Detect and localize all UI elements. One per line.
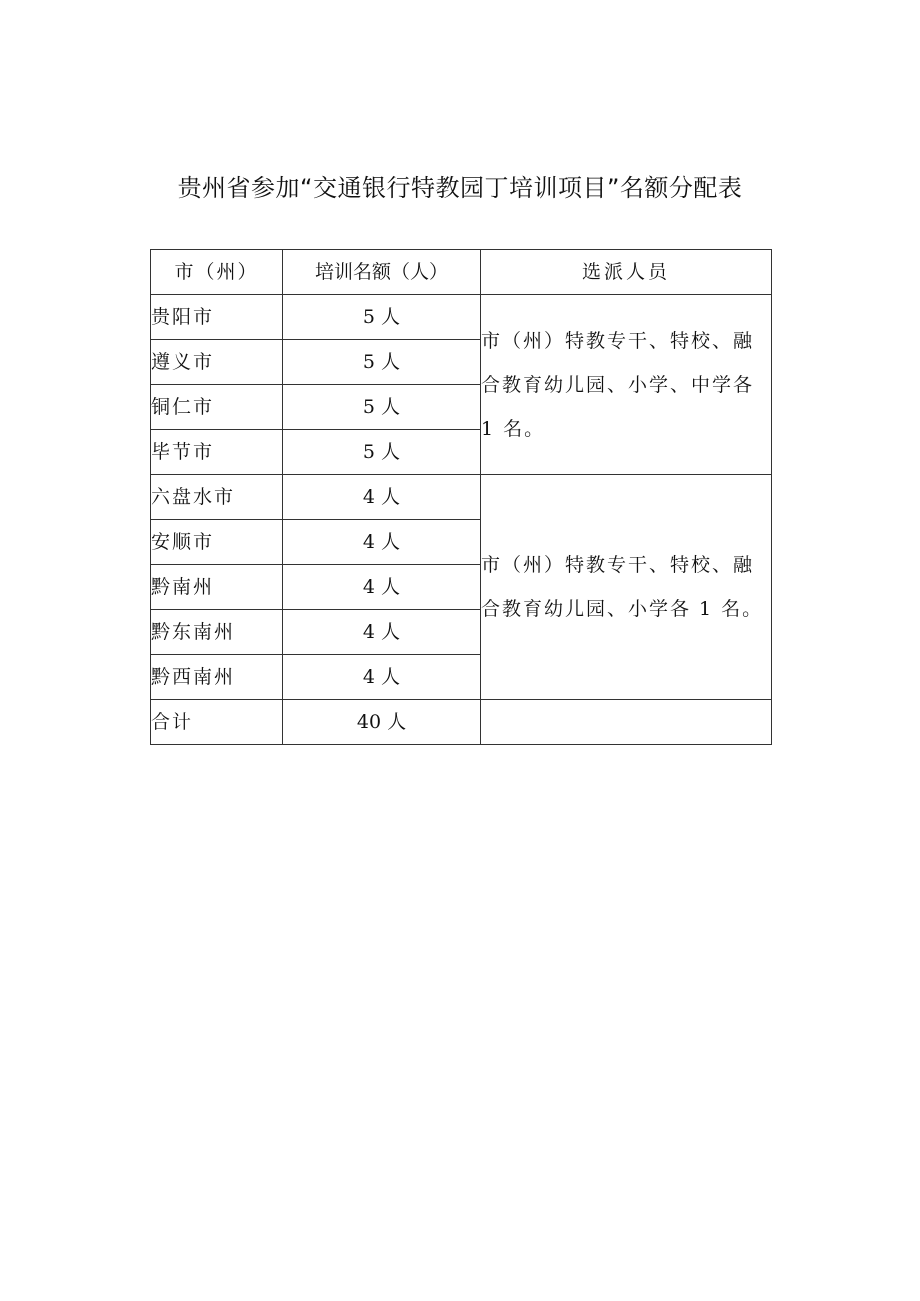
quota-cell: 4 人 — [283, 520, 481, 565]
quota-cell: 4 人 — [283, 610, 481, 655]
total-row — [151, 700, 772, 745]
city-cell: 毕节市 — [151, 430, 283, 475]
header-quota: 培训名额（人） — [283, 250, 481, 295]
quota-cell: 4 人 — [283, 565, 481, 610]
city-cell: 贵阳市 — [151, 295, 283, 340]
header-personnel: 选派人员 — [481, 250, 772, 295]
table-row — [151, 295, 772, 340]
personnel-cell-group-1: 市（州）特教专干、特校、融合教育幼儿园、小学、中学各 1 名。 — [481, 295, 772, 475]
personnel-cell-group-2: 市（州）特教专干、特校、融合教育幼儿园、小学各 1 名。 — [481, 475, 772, 700]
header-city: 市（州） — [151, 250, 283, 295]
quota-cell: 5 人 — [283, 295, 481, 340]
quota-cell: 5 人 — [283, 430, 481, 475]
city-cell: 安顺市 — [151, 520, 283, 565]
table-row — [151, 475, 772, 520]
quota-cell: 4 人 — [283, 655, 481, 700]
quota-cell: 5 人 — [283, 340, 481, 385]
table-header-row — [151, 250, 772, 295]
total-personnel-cell — [481, 700, 772, 745]
page-title: 贵州省参加“交通银行特教园丁培训项目”名额分配表 — [177, 174, 743, 202]
quota-allocation-table — [150, 249, 772, 745]
total-quota-cell: 40 人 — [283, 700, 481, 745]
quota-cell: 4 人 — [283, 475, 481, 520]
quota-cell: 5 人 — [283, 385, 481, 430]
city-cell: 黔东南州 — [151, 610, 283, 655]
city-cell: 遵义市 — [151, 340, 283, 385]
city-cell: 黔西南州 — [151, 655, 283, 700]
city-cell: 铜仁市 — [151, 385, 283, 430]
total-label-cell: 合计 — [151, 700, 283, 745]
city-cell: 黔南州 — [151, 565, 283, 610]
city-cell: 六盘水市 — [151, 475, 283, 520]
